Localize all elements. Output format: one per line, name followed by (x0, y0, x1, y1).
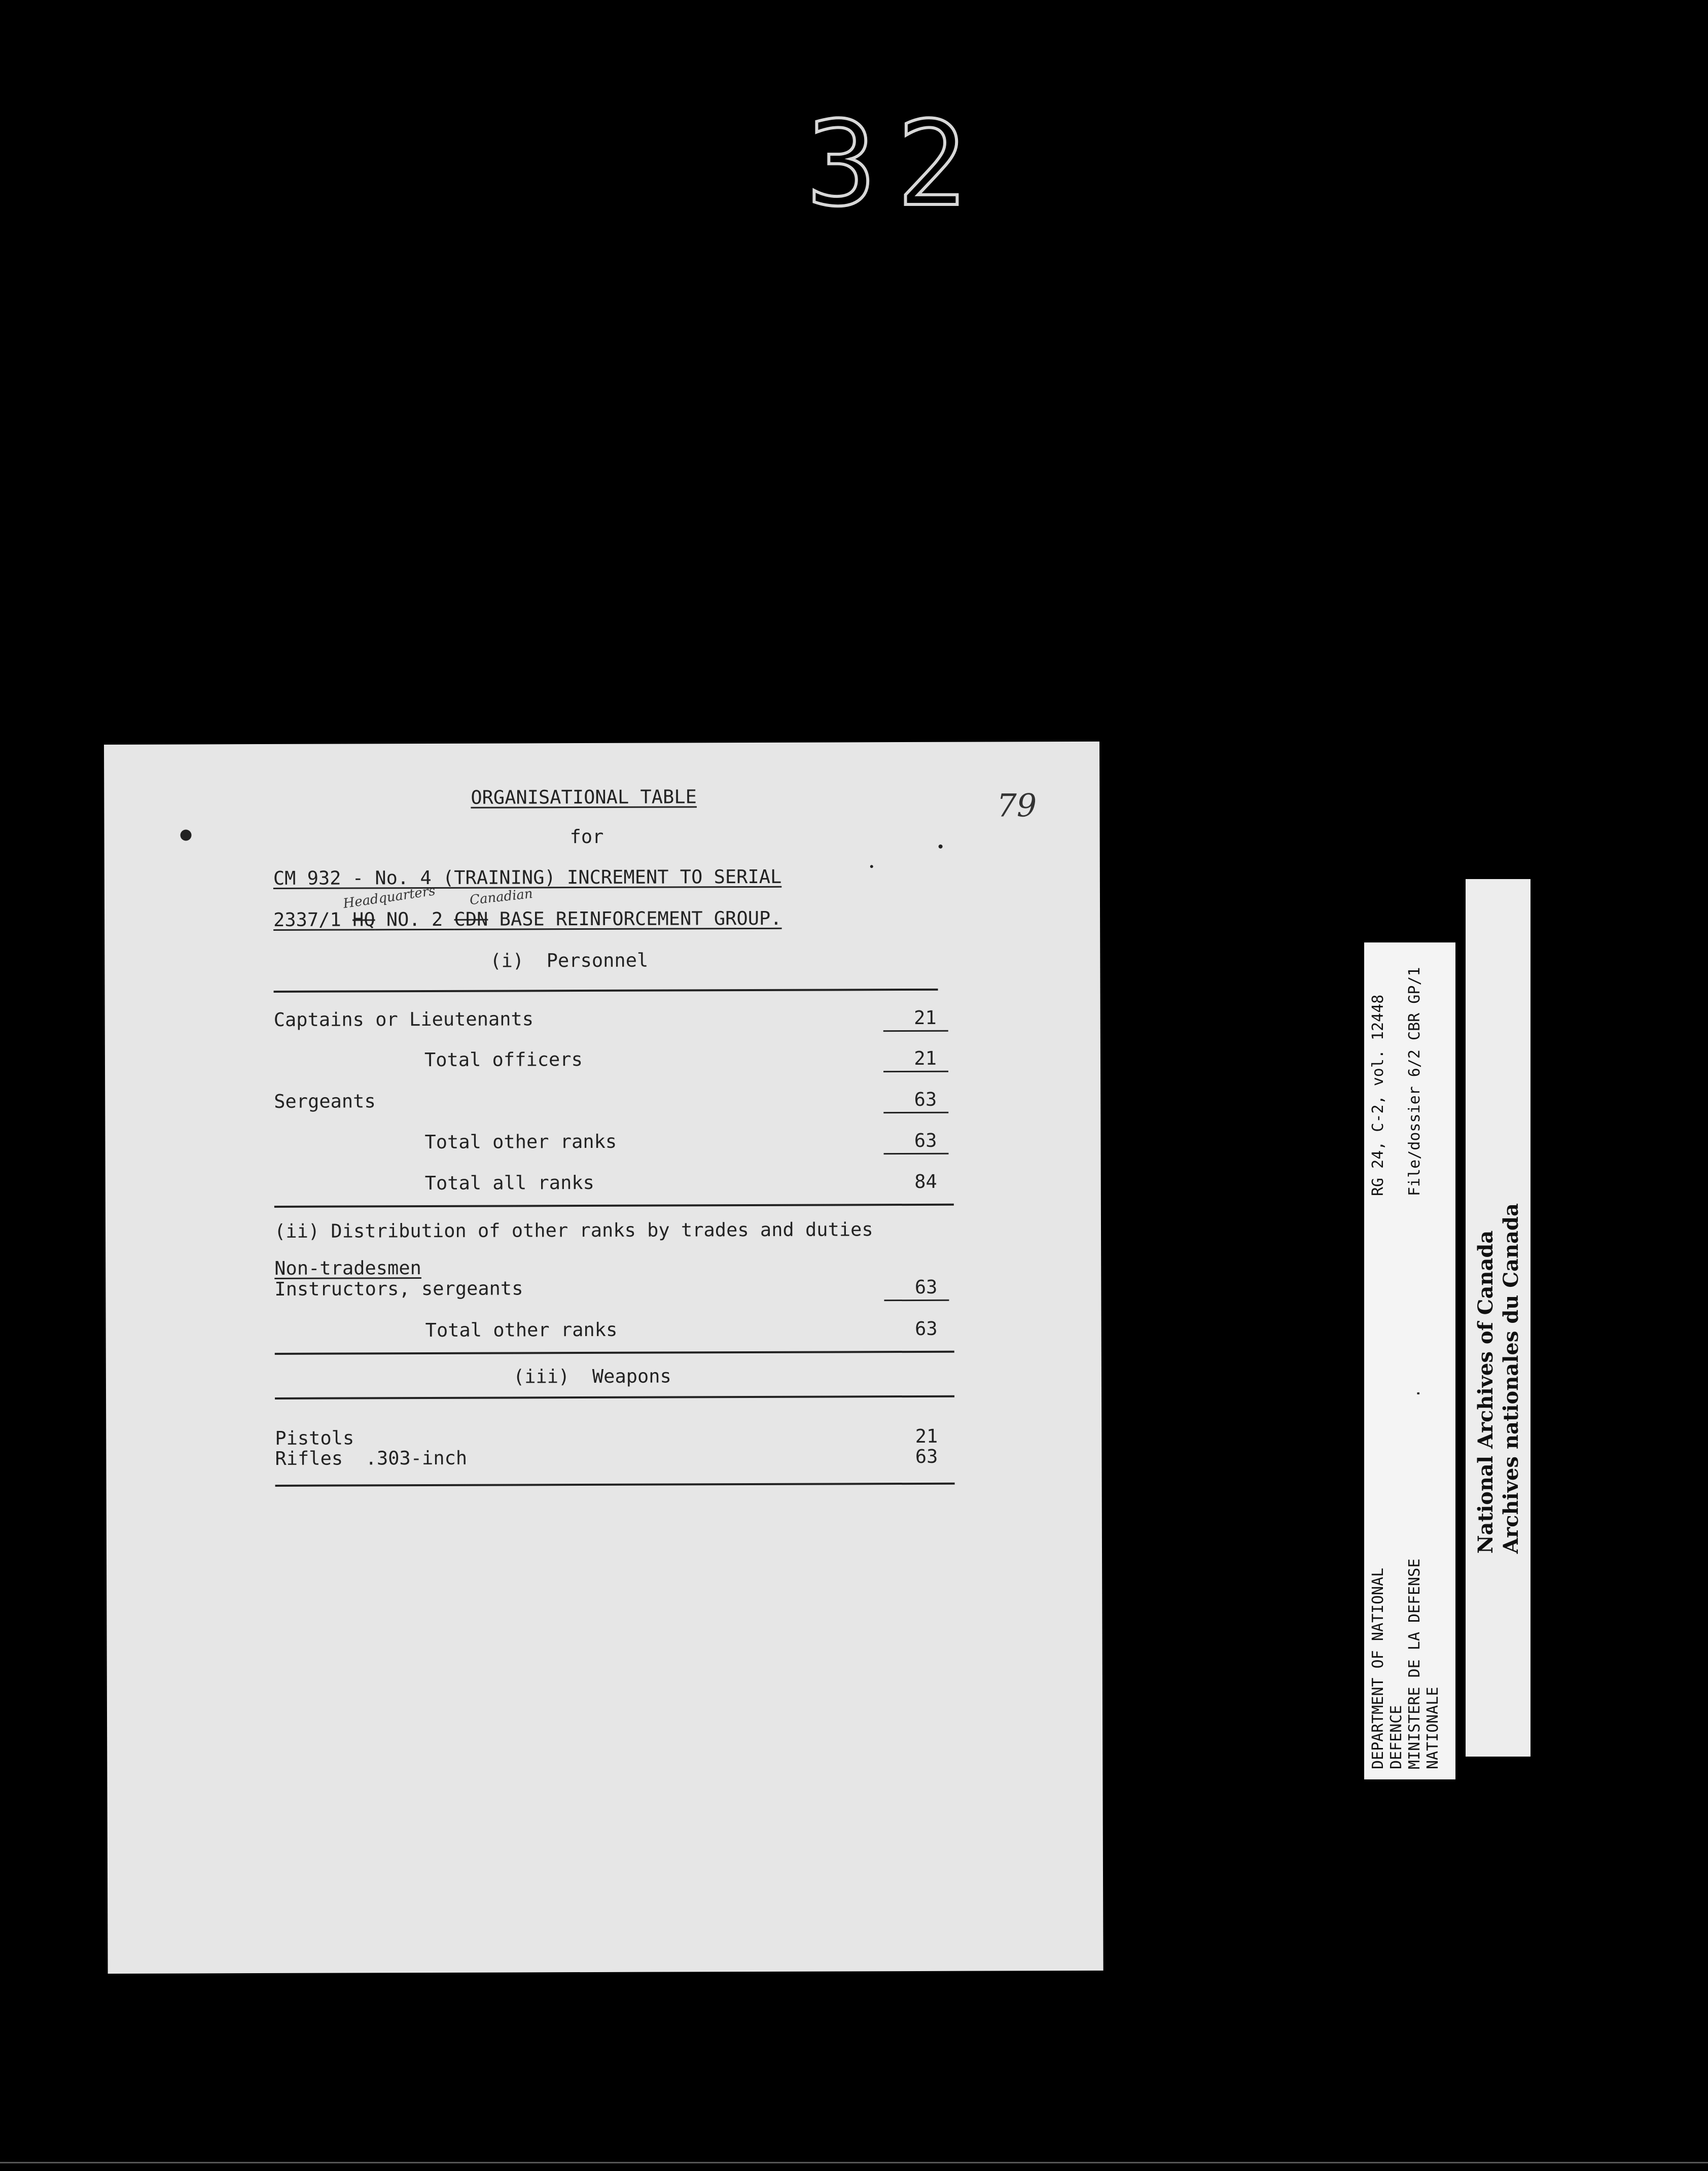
speck-mark (181, 829, 192, 841)
row-value: 63 (915, 1445, 938, 1467)
value-underline (883, 1112, 948, 1113)
archive-name-en: National Archives of Canada (1474, 1230, 1498, 1554)
value-underline (883, 1071, 948, 1072)
document-title: ORGANISATIONAL TABLE (471, 786, 697, 809)
document-subtitle-line1: CM 932 - No. 4 (TRAINING) INCREMENT TO SERIAL (273, 865, 782, 889)
section-heading-distribution: (ii) Distribution of other ranks by trades and duties (274, 1218, 873, 1242)
reference-line: File/dossier 6/2 CBR GP/1 (1406, 967, 1424, 1196)
archive-name-label (1466, 879, 1531, 1757)
document-page (104, 742, 1104, 1974)
divider-rule (274, 989, 938, 993)
row-label: Captains or Lieutenants (273, 1008, 534, 1031)
film-edge-line (0, 2162, 1708, 2163)
section-heading-personnel: (i) Personnel (490, 949, 649, 972)
document-subtitle-line2 (273, 909, 782, 929)
archive-reference-label (1364, 942, 1455, 1779)
row-value: 63 (914, 1129, 937, 1151)
subtitle-part: 2337/1 (273, 908, 353, 931)
subtitle-part: BASE REINFORCEMENT GROUP. (488, 907, 782, 930)
speck-mark (939, 845, 943, 849)
value-underline (884, 1300, 949, 1301)
divider-rule (275, 1483, 955, 1487)
page-number: 79 (997, 787, 1037, 824)
row-label: Pistols (275, 1427, 354, 1449)
struck-text: HQ (352, 908, 375, 931)
row-label: Total other ranks (425, 1318, 618, 1342)
struck-text: CDN (454, 908, 488, 930)
divider-rule (275, 1395, 954, 1399)
section-heading-weapons: (iii) Weapons (513, 1365, 671, 1388)
row-label: Total other ranks (424, 1130, 617, 1153)
row-value: 63 (914, 1276, 938, 1298)
annotation-headquarters: Headquarters (342, 883, 437, 912)
divider-rule (274, 1204, 954, 1208)
archive-name-fr: Archives nationales du Canada (1499, 1203, 1523, 1554)
dept-line: DEPARTMENT OF NATIONAL (1369, 1567, 1387, 1769)
row-value: 63 (914, 1317, 938, 1340)
subheading-non-tradesmen: Non-tradesmen (274, 1257, 421, 1279)
row-value: 21 (915, 1425, 938, 1447)
value-underline (884, 1153, 949, 1154)
row-label: Sergeants (274, 1090, 376, 1112)
frame-number: 32 (806, 97, 987, 232)
dept-line: NATIONALE (1424, 1687, 1442, 1769)
dept-line: MINISTERE DE LA DEFENSE (1406, 1558, 1424, 1769)
divider-rule (275, 1351, 954, 1355)
row-label: Rifles .303-inch (275, 1447, 468, 1469)
subtitle-part: NO. 2 (375, 908, 454, 931)
annotation-canadian: Canadian (469, 886, 534, 908)
row-value: 21 (914, 1006, 937, 1029)
row-value: 84 (914, 1170, 937, 1193)
reference-line: RG 24, C-2, vol. 12448 (1369, 994, 1387, 1196)
row-label: Total officers (424, 1048, 583, 1071)
row-label: Total all ranks (424, 1171, 594, 1195)
document-for: for (570, 825, 604, 848)
label-dot: . (1406, 1388, 1424, 1398)
speck-mark (870, 865, 873, 868)
row-label: Instructors, sergeants (274, 1277, 523, 1300)
dept-line: DEFENCE (1387, 1705, 1405, 1769)
row-value: 63 (914, 1088, 937, 1110)
value-underline (883, 1030, 948, 1032)
row-value: 21 (914, 1047, 937, 1069)
